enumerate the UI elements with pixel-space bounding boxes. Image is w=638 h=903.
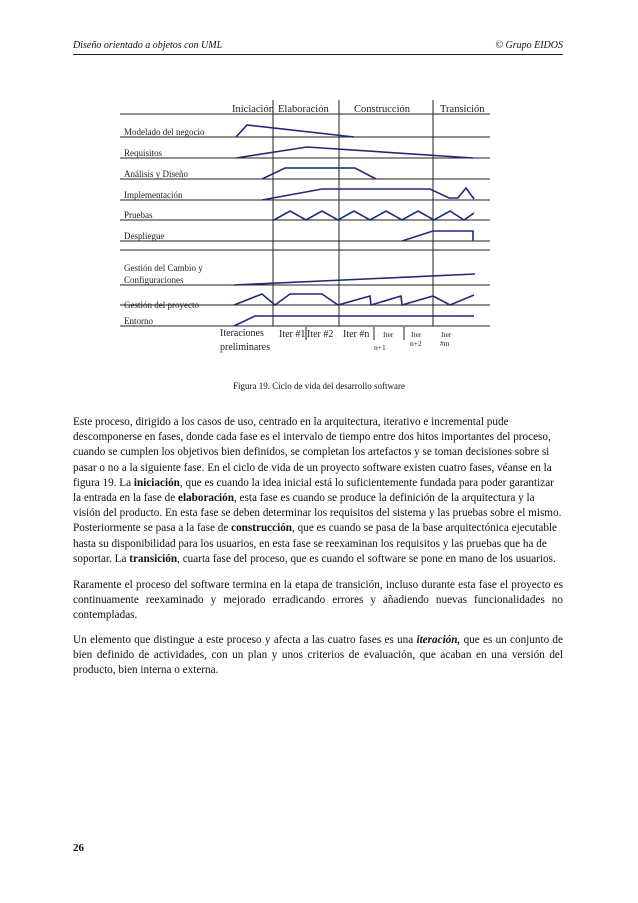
running-header-publisher: © Grupo EIDOS — [495, 40, 563, 51]
figure-caption: Figura 19. Ciclo de vida del desarrollo software — [233, 381, 405, 391]
iteration-label-iter1: Iter #1 — [279, 329, 306, 340]
paragraph-iteration: Un elemento que distingue a este proceso y afecta a las cuatro fases es una iteración, que es un conjunto de bien definido de actividades, con un plan y unos criterios de evaluación, que acaban en una versión del producto, bien interna o externa. — [73, 634, 563, 677]
paragraph-phases: Este proceso, dirigido a los casos de uso, centrado en la arquitectura, iterativo e incremental pude descomponerse en fases, donde cada fase es el intervalo de tiempo entre dos hitos importantes del proceso, cuando se cumplen los objetivos bien definidos, se completan los artefactos y se toman decisiones sobre si pasar o no a la siguiente fase. En el ciclo de vida de un proyecto software existen cuatro fases, véanse en la figura 19. La iniciación, que es cuando la idea inicial está lo suficientemente fundada para poder garantizar la entrada en la fase de elaboración, esta fase es cuando se produce la definición de la arquitectura y la visión del producto. En esta fase se deben determinar los requisitos del sistema y las pruebas sobre el mismo. Posteriormente se pasa a la fase de construcción, que es cuando se pasa de la base arquitectónica ejecutable hasta su disponibilidad para los usuarios, en esta fase se reexaminan los requisitos y las pruebas que ha de soportar. La transición, cuarta fase del proceso, que es cuando el software se pone en mano de los usuarios. — [73, 416, 562, 565]
iteration-label-itern: Iter #n — [343, 329, 370, 340]
iteration-label-iterm: #m — [440, 339, 450, 348]
phase-label-iniciacion: Iniciación — [232, 104, 274, 115]
discipline-label: Despliegue — [124, 231, 165, 241]
phase-label-transicion: Transición — [440, 104, 485, 115]
term-iteracion: iteración, — [416, 634, 461, 646]
curve-entorno — [234, 316, 474, 326]
support-discipline-label: Entorno — [124, 316, 153, 326]
discipline-label: Análisis y Diseño — [124, 169, 188, 179]
curve-pruebas — [274, 211, 474, 220]
discipline-label: Requisitos — [124, 148, 163, 158]
term-transicion: transición — [129, 552, 178, 565]
lifecycle-diagram — [0, 0, 638, 400]
phase-label-elaboracion: Elaboración — [278, 104, 329, 115]
phase-label-construccion: Construcción — [354, 104, 410, 115]
curve-modelado-negocio — [236, 125, 354, 137]
support-discipline-label: Gestión del proyecto — [124, 300, 199, 310]
iteration-label-iter2: Iter #2 — [307, 329, 334, 340]
curve-requisitos — [236, 147, 473, 158]
iteration-label-iterm: Iter — [441, 330, 452, 339]
paragraph-transition-note: Raramente el proceso del software termina en la etapa de transición, incluso durante esta fase el proyecto es continuamente reexaminado y mejorado erradicando errores y añadiendo nuevas funcionalidades no contempladas. — [73, 579, 563, 622]
page-number: 26 — [73, 842, 84, 854]
discipline-label: Implementación — [124, 190, 183, 200]
curve-gestion-proyecto — [234, 294, 474, 305]
term-elaboracion: elaboración — [177, 492, 234, 505]
curve-analisis-diseno — [262, 168, 376, 179]
iteration-label-itern2: Iter — [411, 330, 422, 339]
iteration-label-itern1: n+1 — [374, 343, 386, 352]
iteration-label-itern1: Iter — [383, 330, 394, 339]
iteration-label-prelim: preliminares — [220, 342, 270, 353]
curve-gestion-cambio — [234, 274, 475, 285]
term-construccion: construcción — [231, 522, 293, 535]
discipline-label: Pruebas — [124, 210, 153, 220]
discipline-label: Modelado del negocio — [124, 127, 205, 137]
running-header-title: Diseño orientado a objetos con UML — [73, 40, 223, 51]
iteration-label-itern2: n+2 — [410, 339, 422, 348]
support-discipline-label: Configuraciones — [124, 275, 184, 285]
curve-implementacion — [262, 188, 474, 200]
term-iniciacion: iniciación — [133, 476, 180, 489]
curve-despliegue — [402, 231, 473, 241]
iteration-label-prelim: Iteraciones — [220, 328, 264, 339]
support-discipline-label: Gestión del Cambio y — [124, 263, 203, 273]
